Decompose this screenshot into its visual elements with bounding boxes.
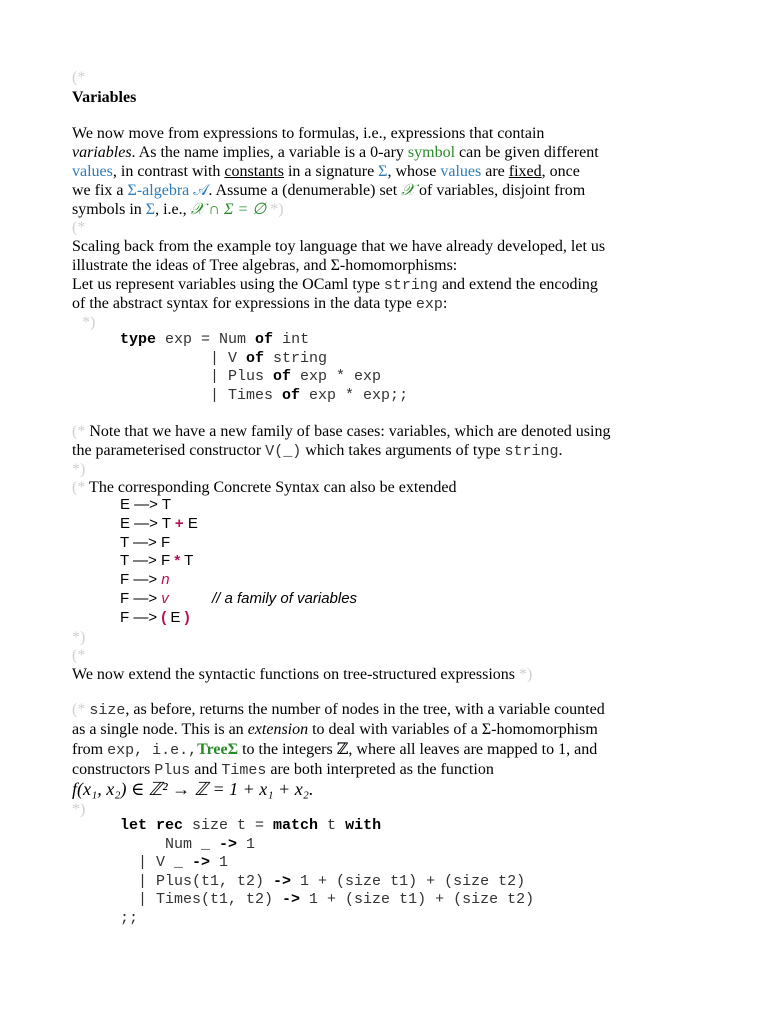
comment-close-6: *)	[72, 801, 86, 818]
para-6-line-2: as a single node. This is an extension to deal with variables of a Σ-homomorphism	[72, 721, 598, 738]
code-block-type-exp: type exp = Num of int | V of string | Plus of exp * exp | Times of exp * exp;;	[120, 331, 409, 404]
para-1-line-1: We now move from expressions to formulas, i.e., expressions that contain	[72, 125, 545, 142]
comment-close-2: *)	[82, 314, 96, 331]
grammar-comment: // a family of variables	[212, 590, 358, 607]
para-3-line-2: the parameterised constructor V(_) which takes arguments of type string.	[72, 442, 563, 460]
code-block-size: let rec size t = match t with Num _ -> 1 | V _ -> 1 | Plus(t1, t2) -> 1 + (size t1) + (size t2) | Times(t1, t2) -> 1 + (size t1) + (size t2) ;;	[120, 817, 535, 927]
para-3-line-1: (* Note that we have a new family of base cases: variables, which are denoted using	[72, 423, 611, 440]
para-1-line-5: symbols in Σ, i.e., 𝒳 ∩ Σ = ∅ *)	[72, 201, 284, 218]
para-1-line-3: values, in contrast with constants in a signature Σ, whose values are fixed, once	[72, 163, 580, 180]
comment-close-3: *)	[72, 461, 86, 478]
section-heading: Variables	[72, 89, 137, 106]
para-6-line-3: from exp, i.e.,TreeΣ to the integers ℤ, where all leaves are mapped to 1, and	[72, 741, 598, 759]
grammar-rule-2: E —> T + E	[120, 515, 198, 532]
para-6-line-1: (* size, as before, returns the number of nodes in the tree, with a variable counted	[72, 701, 605, 719]
para-6-line-4: constructors Plus and Times are both interpreted as the function	[72, 761, 494, 779]
para-5-line-1: We now extend the syntactic functions on tree-structured expressions *)	[72, 666, 533, 683]
grammar-rule-7: F —> ( E )	[120, 609, 190, 626]
comment-open-1: (*	[72, 69, 86, 86]
grammar-rule-6: F —> v // a family of variables	[120, 590, 358, 607]
para-2-line-2: illustrate the ideas of Tree algebras, and Σ-homomorphisms:	[72, 257, 458, 274]
para-2-line-1: Scaling back from the example toy language that we have already developed, let us	[72, 238, 606, 255]
para-6-formula: f(x₁, x₂) ∈ ℤ² → ℤ = 1 + x₁ + x₂.	[72, 779, 314, 799]
grammar-rule-5: F —> n	[120, 571, 170, 588]
para-1-line-2: variables. As the name implies, a variable is a 0-ary symbol can be given different	[72, 144, 599, 161]
para-2-line-4: of the abstract syntax for expressions in the data type exp:	[72, 295, 448, 313]
para-2-line-3: Let us represent variables using the OCaml type string and extend the encoding	[72, 276, 598, 294]
grammar-rule-3: T —> F	[120, 534, 171, 551]
para-1-line-4: we fix a Σ-algebra 𝒜. Assume a (denumerable) set 𝒳 of variables, disjoint from	[72, 182, 586, 199]
grammar-rule-1: E —> T	[120, 496, 171, 513]
grammar-rule-4: T —> F * T	[120, 552, 194, 569]
comment-open-5: (*	[72, 647, 86, 664]
comment-close-4: *)	[72, 629, 86, 646]
comment-open-2: (*	[72, 219, 86, 236]
para-4-line-1: (* The corresponding Concrete Syntax can also be extended	[72, 479, 457, 496]
